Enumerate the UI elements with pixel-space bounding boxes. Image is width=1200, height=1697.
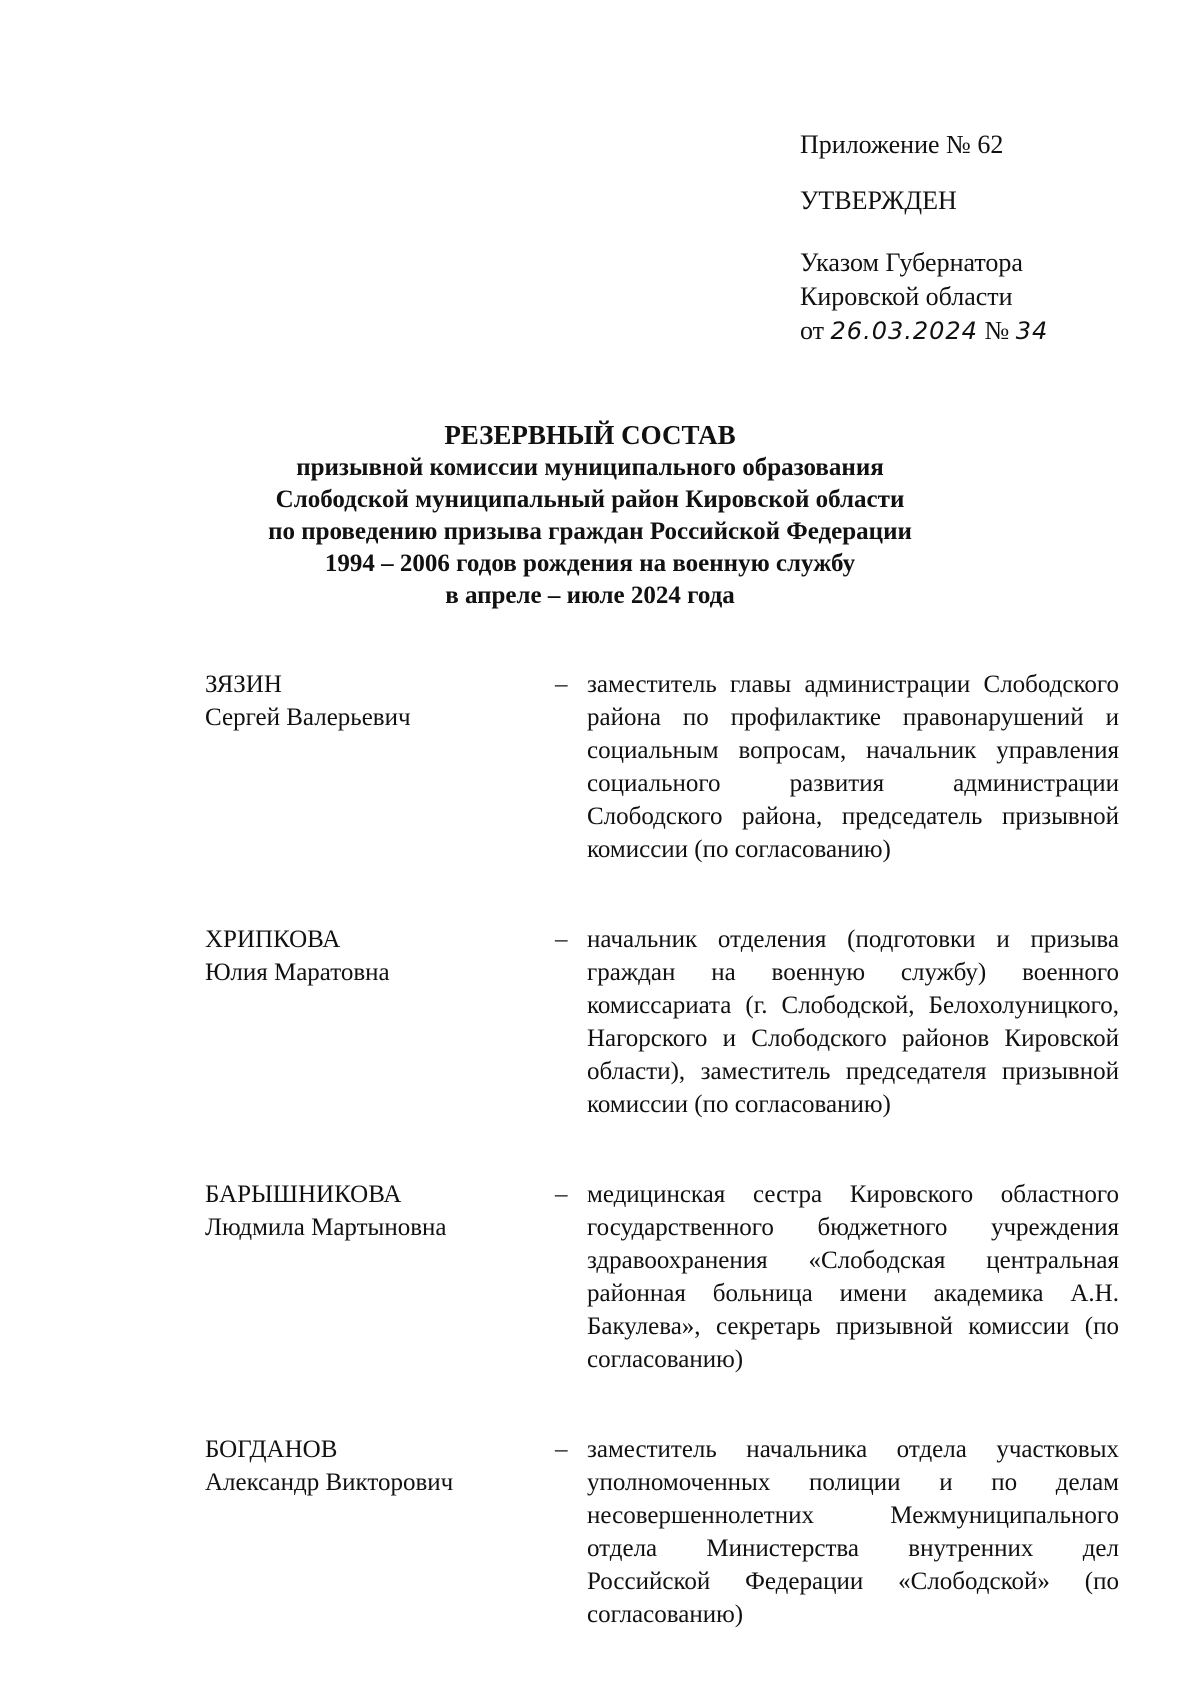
member-list <box>205 668 1125 1631</box>
member-given-name: Юлия Маратовна <box>205 959 390 986</box>
member-surname: БОГДАНОВ <box>205 1436 338 1463</box>
member-role: заместитель начальника отдела участковых уполномоченных полиции и по делам несовершеннолетних Межмуниципального отдела Министерства внутренних дел Российской Федерации «Слободской» (по согласованию) <box>587 1436 1119 1628</box>
member-dash: – <box>555 671 568 698</box>
member-dash: – <box>555 926 568 953</box>
decree-line-1: Указом Губернатора <box>800 248 1023 277</box>
decree-date-line <box>800 314 1160 348</box>
member-surname: ХРИПКОВА <box>205 926 341 953</box>
member-surname: ЗЯЗИН <box>205 671 282 698</box>
member-name <box>205 1433 555 1631</box>
decree-line-2: Кировской области <box>800 282 1013 311</box>
handwritten-date: 26.03.2024 <box>830 317 978 345</box>
approved-label: УТВЕРЖДЕН <box>800 186 957 215</box>
member-role: медицинская сестра Кировского областного государственного бюджетного учреждения здравоохранения «Слободская центральная районная больница имени академика А.Н. Бакулева», секретарь призывной комиссии (по согласованию) <box>587 1181 1119 1373</box>
member-given-name: Александр Викторович <box>205 1469 454 1496</box>
title-line-3: по проведению призыва граждан Российской Федерации <box>268 518 912 545</box>
appendix-label: Приложение № 62 <box>800 130 1004 159</box>
handwritten-number: 34 <box>1015 317 1049 345</box>
member-entry <box>205 1178 1125 1376</box>
member-entry <box>205 668 1125 866</box>
member-dash: – <box>555 1436 568 1463</box>
title-line-2: Слободской муниципальный район Кировской области <box>275 486 905 513</box>
title-line-5: в апреле – июле 2024 года <box>445 582 735 609</box>
member-dash: – <box>555 1181 568 1208</box>
title-line-1: призывной комиссии муниципального образования <box>296 454 884 481</box>
number-prefix: № <box>984 316 1010 345</box>
member-entry <box>205 923 1125 1121</box>
member-given-name: Сергей Валерьевич <box>205 704 411 731</box>
date-prefix: от <box>800 316 825 345</box>
member-name <box>205 923 555 1121</box>
document-title <box>200 418 980 612</box>
member-role: начальник отделения (подготовки и призыва граждан на военную службу) военного комиссариата (г. Слободской, Белохолуницкого, Нагорского и Слободского районов Кировской области), заместитель председателя призывной комиссии (по согласованию) <box>587 926 1119 1118</box>
title-line-4: 1994 – 2006 годов рождения на военную службу <box>324 550 856 577</box>
member-name <box>205 1178 555 1376</box>
title-main: РЕЗЕРВНЫЙ СОСТАВ <box>444 420 736 450</box>
member-name <box>205 668 555 866</box>
approval-stamp-block <box>800 128 1160 348</box>
member-surname: БАРЫШНИКОВА <box>205 1181 402 1208</box>
member-entry <box>205 1433 1125 1631</box>
member-role: заместитель главы администрации Слободского района по профилактике правонарушений и социальным вопросам, начальник управления социального развития администрации Слободского района, председатель призывной комиссии (по согласованию) <box>587 671 1119 863</box>
member-given-name: Людмила Мартыновна <box>205 1214 447 1241</box>
